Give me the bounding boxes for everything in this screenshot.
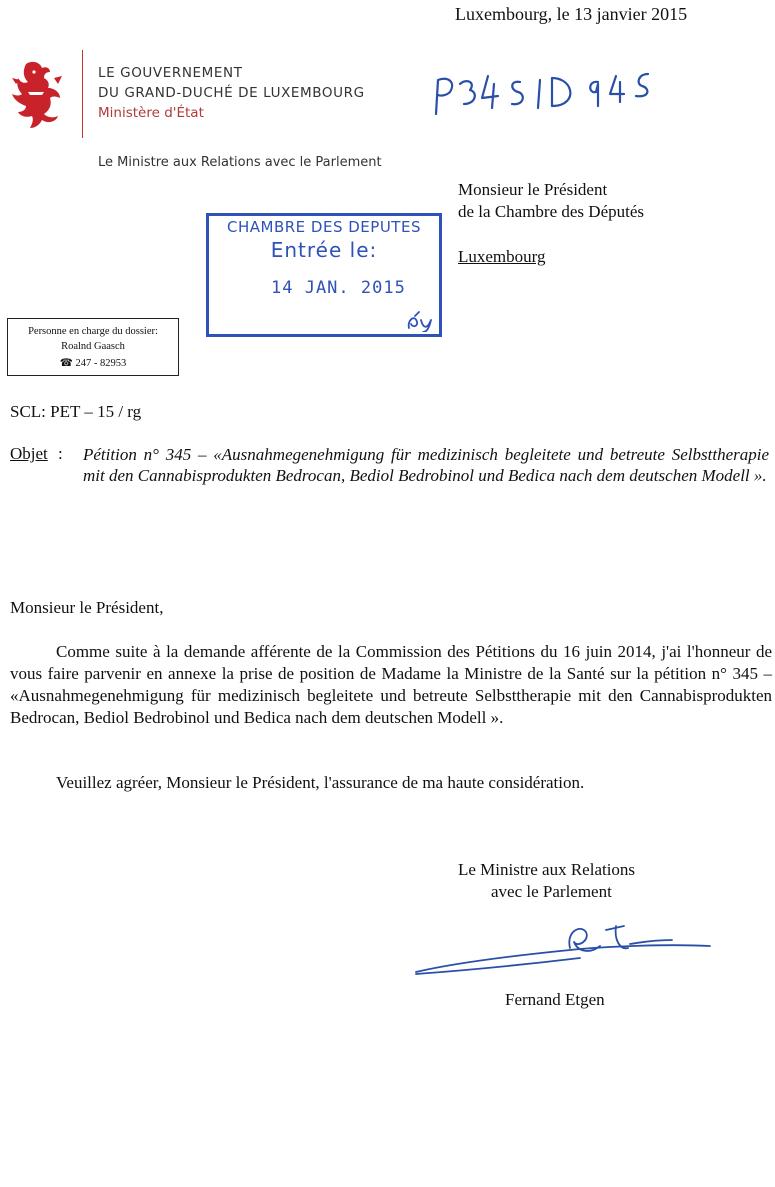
recipient-line-2: de la Chambre des Députés: [458, 202, 644, 221]
recipient-line-1: Monsieur le Président: [458, 180, 608, 199]
salutation: Monsieur le Président,: [10, 598, 164, 617]
signatory-name: Fernand Etgen: [505, 990, 605, 1009]
government-subtitle: DU GRAND-DUCHÉ DE LUXEMBOURG: [98, 85, 365, 101]
signatory-title-line-2: avec le Parlement: [491, 882, 612, 901]
body-paragraph: Comme suite à la demande afférente de la Commission des Pétitions du 16 juin 2014, j'ai l'honneur de vous faire parvenir en annexe la prise de position de Madame la Ministre de la Santé sur la pétition n° 345 – «Ausnahmegenehmigung für medizinisch begleitete und betreute Selbsttherapie mit den Cannabisprodukten Bedrocan, Bediol Bedrobinol und Bedica nach dem deutschen Modell ».: [10, 642, 772, 727]
handwritten-reference: [430, 62, 660, 120]
red-lion-crest-icon: [6, 58, 66, 130]
subject-colon: :: [58, 444, 63, 463]
stamp-title: CHAMBRE DES DEPUTES: [227, 218, 421, 236]
handwritten-signature: [410, 918, 730, 982]
subject-text: Pétition n° 345 – «Ausnahmegenehmigung für medizinisch begleitete und betreute Selbsttherapie mit den Cannabisprodukten Bedrocan, Bediol Bedrobinol und Bedica nach dem deutschen Modell ».: [83, 445, 769, 485]
reference-code: SCL: PET – 15 / rg: [10, 402, 142, 421]
recipient-city: Luxembourg: [458, 247, 546, 266]
government-title: LE GOUVERNEMENT: [98, 65, 243, 81]
dossier-contact-box: [7, 318, 179, 376]
stamp-label: Entrée le:: [270, 238, 378, 262]
dossier-name: Roalnd Gaasch: [61, 341, 125, 352]
signatory-title-line-1: Le Ministre aux Relations: [458, 860, 636, 879]
letter-date: Luxembourg, le 13 janvier 2015: [455, 4, 688, 24]
closing-formula: Veuillez agréer, Monsieur le Président, l'assurance de ma haute considération.: [56, 773, 585, 792]
dossier-phone: ☎ 247 - 82953: [59, 358, 127, 369]
stamp-date: 14 JAN. 2015: [271, 278, 406, 298]
reception-stamp: [206, 213, 442, 337]
subject-label: Objet: [10, 444, 48, 463]
ministry-name: Ministère d'État: [98, 105, 204, 121]
dossier-label: Personne en charge du dossier:: [28, 326, 158, 337]
stamp-initials-signature: [405, 310, 435, 332]
header-divider: [82, 50, 83, 138]
minister-office: Le Ministre aux Relations avec le Parlement: [98, 155, 382, 170]
